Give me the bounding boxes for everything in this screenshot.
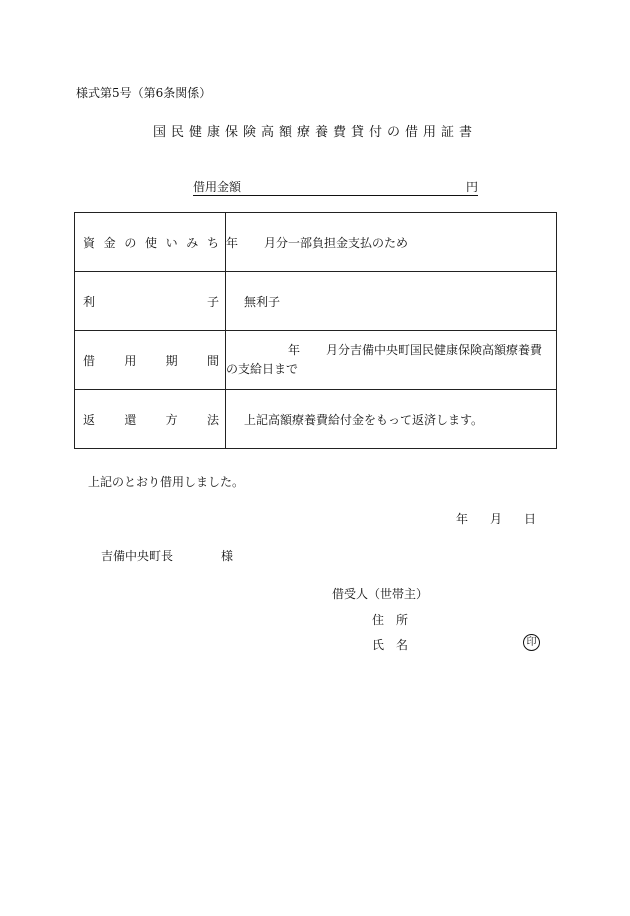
interest-label-cell (75, 272, 226, 331)
label-char: 金 (103, 235, 116, 250)
table-row (75, 272, 557, 331)
repayment-value: 上記高額療養費給付金をもって返済します。 (244, 412, 484, 427)
label-char: 返 (83, 412, 96, 427)
name-char: 名 (396, 638, 409, 652)
period-label-cell (75, 331, 226, 390)
label-char: 資 (83, 235, 96, 250)
label-char: 間 (206, 353, 219, 368)
label-char: 用 (124, 353, 137, 368)
addressee-name: 吉備中央町長 (101, 549, 174, 563)
period-value-cell[interactable] (226, 331, 557, 390)
period-text-line2: の支給日まで (226, 362, 299, 376)
borrower-label: 借受人（世帯主） (332, 587, 429, 601)
address-char: 住 (372, 613, 385, 627)
repayment-label-cell (75, 390, 226, 449)
date-line[interactable] (456, 510, 536, 527)
label-char: 方 (165, 412, 178, 427)
table-row (75, 213, 557, 272)
loan-amount (193, 178, 478, 196)
loan-details-table (74, 212, 557, 449)
name-char: 氏 (372, 638, 385, 652)
seal-mark: 印 (523, 634, 540, 651)
label-char: 使 (144, 235, 157, 250)
loan-amount-field[interactable] (241, 181, 478, 196)
addressee-honorific: 様 (221, 549, 234, 563)
label-char: ち (206, 235, 219, 250)
date-day: 日 (524, 512, 537, 526)
interest-value-cell (226, 272, 557, 331)
addressee (101, 547, 233, 564)
label-char: の (124, 235, 137, 250)
label-char: 借 (83, 353, 96, 368)
label-char: い (165, 235, 178, 250)
period-text: 月分吉備中央町国民健康保険高額療養費 (326, 343, 543, 357)
address-char: 所 (396, 613, 409, 627)
repayment-value-cell (226, 390, 557, 449)
period-year: 年 (288, 343, 301, 357)
borrower-address-label[interactable] (372, 611, 408, 628)
confirmation-text: 上記のとおり借用しました。 (88, 475, 245, 489)
purpose-label-cell (75, 213, 226, 272)
table-row (75, 390, 557, 449)
label-char: 期 (165, 353, 178, 368)
form-number: 様式第5号（第6条関係） (76, 86, 212, 100)
interest-value: 無利子 (244, 294, 281, 309)
label-char: 子 (206, 294, 219, 309)
document-title: 国民健康保険高額療養費貸付の借用証書 (152, 125, 477, 140)
label-char: 還 (124, 412, 137, 427)
purpose-text: 月分一部負担金支払のため (264, 235, 409, 250)
loan-amount-unit: 円 (466, 180, 479, 194)
purpose-year: 年 (226, 235, 239, 250)
loan-amount-label: 借用金額 (193, 180, 242, 194)
label-char: 利 (83, 294, 96, 309)
purpose-value-cell[interactable] (226, 213, 557, 272)
date-month: 月 (490, 512, 503, 526)
date-year: 年 (456, 512, 469, 526)
label-char: 法 (206, 412, 219, 427)
label-char: み (186, 235, 199, 250)
table-row (75, 331, 557, 390)
borrower-name-label[interactable] (372, 636, 408, 653)
